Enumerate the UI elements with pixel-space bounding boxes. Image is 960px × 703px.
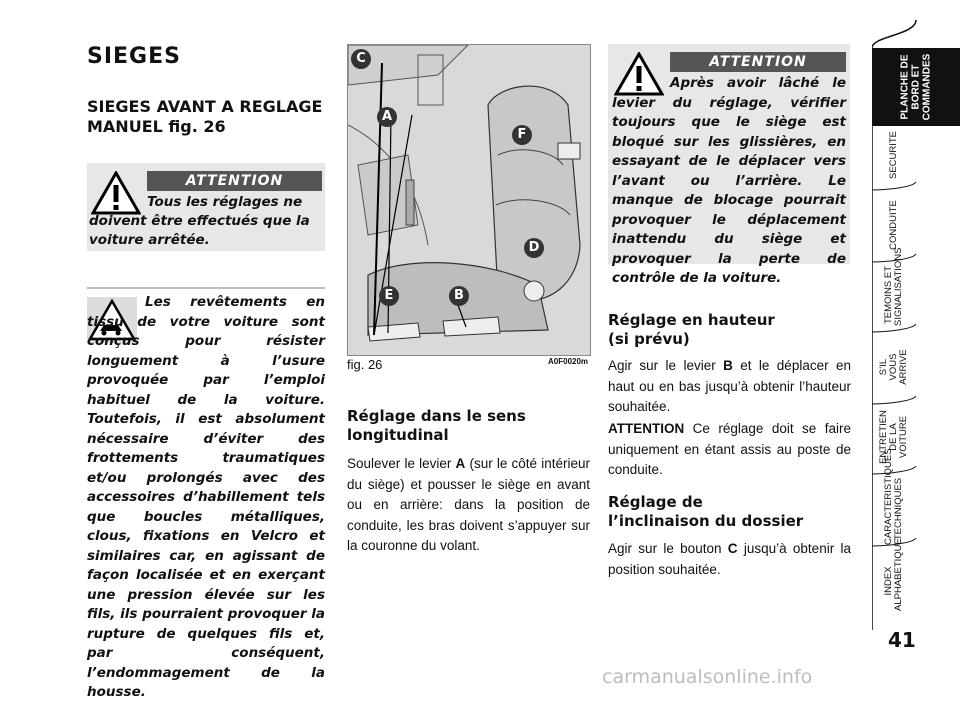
tab-conduite[interactable]: CONDUITE: [888, 200, 899, 250]
height-body: Agir sur le levier B et le déplacer en haut ou en bas jusqu’à obtenir l’hauteur souhaitée.: [608, 358, 851, 414]
longitudinal-title: Réglage dans le sens longitudinal: [347, 407, 526, 444]
tab-planche-de-bord[interactable]: PLANCHE DE BORD ET COMMANDES: [872, 48, 960, 126]
watermark[interactable]: carmanualsonline.info: [602, 666, 813, 688]
height-attention: ATTENTION Ce réglage doit se faire uniquement en étant assis au poste de conduite.: [608, 421, 851, 477]
figure-label-c: C: [351, 49, 371, 69]
longitudinal-body: Soulever le levier A (sur le côté intérieur du siège) et pousser le siège en avant ou en arrière: dans la position de conduite, les bras doivent s’appuyer sur la couronne du volant.: [347, 456, 590, 553]
figure-label-b: B: [449, 286, 469, 306]
section-heading: SIEGES AVANT A REGLAGE MANUEL fig. 26: [87, 97, 323, 136]
page-number: 41: [888, 628, 916, 652]
figure-label-f: F: [512, 125, 532, 145]
divider: [87, 287, 325, 289]
warning-text: Après avoir lâché le levier du réglage, vérifier toujours que le siège est bloqué sur les glissières, en essayant de le déplacer vers l’avant ou l’arrière. Le manque de blocage pourrait provoquer le déplacement inattendu du siège et provoquer la perte de contrôle de la voiture.: [612, 75, 846, 286]
seat-illustration: [348, 45, 590, 355]
figure-label-e: E: [379, 286, 399, 306]
warning-box-1: [87, 163, 325, 251]
attention-badge: ATTENTION: [670, 52, 846, 72]
note-text: Les revêtements en tissu de votre voiture sont conçus pour résister longuement à l’usure provoquée par l’emploi habituel de la voiture. Toutefois, il est absolument nécessaire d’éviter des frottements traumatiques et/ou prolongés avec des accessoires d’habillement tels que boucles métalliques, clous, fixations en Velcro et similaires car, en agissant de façon localisée et en exerçant une pression élevée sur les fils, ils pourraient provoquer la rupture de quelques fils et, par conséquent, l’endommagement de la housse.: [87, 294, 325, 700]
attention-badge: ATTENTION: [147, 171, 322, 191]
tab-entretien[interactable]: ENTRETIEN DE LA VOITURE: [878, 410, 909, 464]
tab-securite[interactable]: SECURITE: [888, 130, 900, 180]
figure-label-a: A: [377, 107, 397, 127]
chapter-tabs: [872, 0, 960, 692]
warning-box-2: [608, 44, 850, 286]
tab-temoins[interactable]: TEMOINS ET SIGNALISATIONS: [883, 247, 904, 326]
figure-26: [347, 44, 591, 356]
recline-title: Réglage de l’inclinaison du dossier: [608, 493, 804, 530]
tab-index[interactable]: INDEX ALPHABETIQUE: [883, 538, 904, 611]
warning-text: Tous les réglages ne doivent être effectués que la voiture arrêtée.: [89, 194, 310, 248]
page-title: SIEGES: [87, 44, 181, 69]
tab-caracteristiques[interactable]: CARACTERISTIQUES TECHNIQUES: [883, 448, 904, 545]
figure-code: A0F0020m: [548, 357, 589, 366]
figure-caption: fig. 26: [347, 357, 383, 372]
tab-sil-vous-arrive[interactable]: S’IL VOUS ARRIVE: [878, 349, 909, 385]
height-title: Réglage en hauteur (si prévu): [608, 311, 775, 348]
figure-label-d: D: [524, 238, 544, 258]
recline-body: Agir sur le bouton C jusqu’à obtenir la position souhaitée.: [608, 541, 852, 577]
